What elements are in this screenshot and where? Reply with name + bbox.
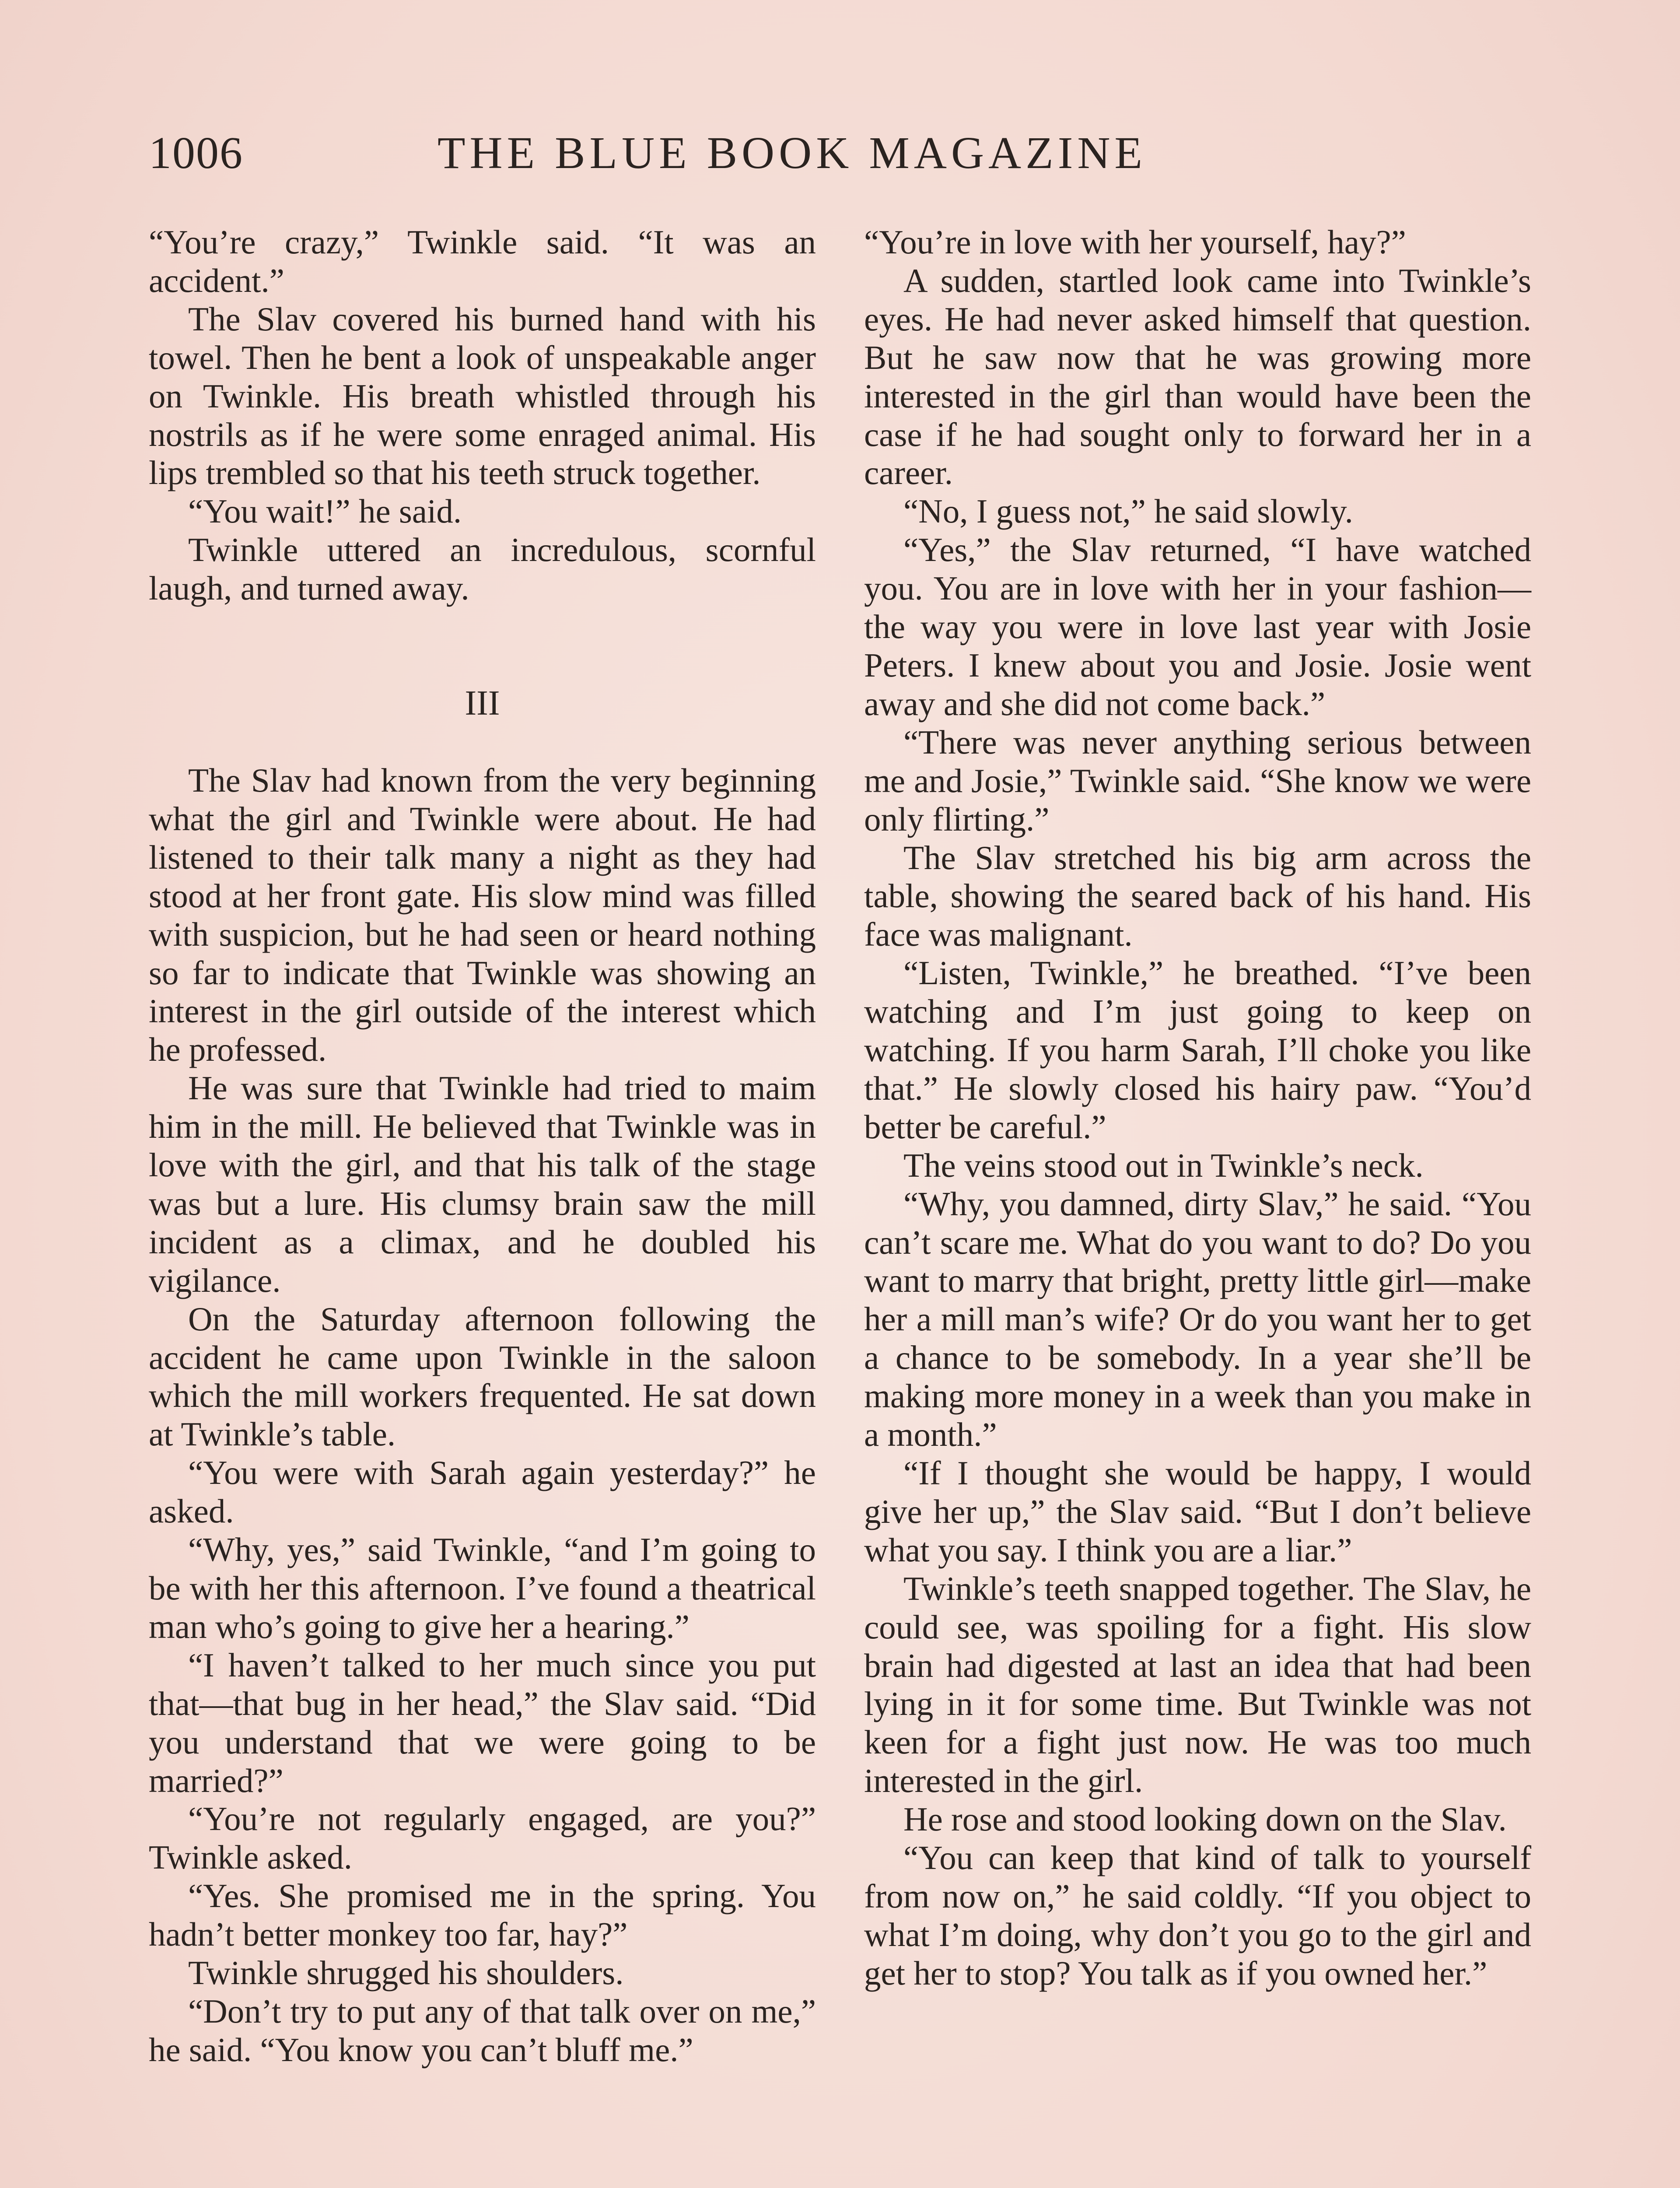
paragraph: “You’re not regularly engaged, are you?” Twinkle asked. [149, 1800, 816, 1876]
paragraph: “Yes,” the Slav returned, “I have watched you. You are in love with her in your fashion—the way you were in love last year with Josie Peters. I knew about you and Josie. Josie went away and she did not come back.” [864, 531, 1531, 722]
paragraph: “Why, you damned, dirty Slav,” he said. “You can’t scare me. What do you want to do? Do you want to marry that bright, pretty little girl—make her a mill man’s wife? Or do you want her to get a chance to be somebody. In a year she’ll be making more money in a week than you make in a month.” [864, 1185, 1531, 1454]
right-column [864, 223, 1531, 1993]
paragraph: On the Saturday afternoon following the accident he came upon Twinkle in the saloon which the mill workers frequented. He sat down at Twinkle’s table. [149, 1300, 816, 1453]
paragraph: The Slav stretched his big arm across the table, showing the seared back of his hand. His face was malignant. [864, 838, 1531, 954]
paragraph: He rose and stood looking down on the Slav. [903, 1800, 1507, 1838]
paragraph: “You can keep that kind of talk to yourself from now on,” he said coldly. “If you object to what I’m doing, why don’t you go to the girl and get her to stop? You talk as if you owned her.” [864, 1839, 1531, 1992]
section-spacer [149, 608, 816, 684]
paragraph: The Slav covered his burned hand with his towel. Then he bent a look of unspeakable anger on Twinkle. His breath whistled through his nostrils as if he were some enraged animal. His lips trembled so that his teeth struck together. [149, 300, 816, 492]
paragraph: “You’re in love with her yourself, hay?” [864, 223, 1406, 261]
paragraph: The Slav had known from the very beginning what the girl and Twinkle were about. He had listened to their talk many a night as they had stood at her front gate. His slow mind was filled with suspicion, but he had seen or heard nothing so far to indicate that Twinkle was showing an interest in the girl outside of the interest which he professed. [149, 761, 816, 1069]
paragraph: Twinkle uttered an incredulous, scornful laugh, and turned away. [149, 531, 816, 607]
paragraph: “Why, yes,” said Twinkle, “and I’m going to be with her this afternoon. I’ve found a theatrical man who’s going to give her a hearing.” [149, 1531, 816, 1645]
magazine-title: THE BLUE BOOK MAGAZINE [438, 128, 1147, 178]
paragraph: He was sure that Twinkle had tried to maim him in the mill. He believed that Twinkle was in love with the girl, and that his talk of the stage was but a lure. His clumsy brain saw the mill incident as a climax, and he doubled his vigilance. [149, 1069, 816, 1299]
paragraph: “I haven’t talked to her much since you put that—that bug in her head,” the Slav said. “Did you understand that we were going to be married?” [149, 1646, 816, 1799]
paragraph: “Listen, Twinkle,” he breathed. “I’ve been watching and I’m just going to keep on watching. If you harm Sarah, I’ll choke you like that.” He slowly closed his hairy paw. “You’d better be careful.” [864, 954, 1531, 1146]
paragraph: “Yes. She promised me in the spring. You hadn’t better monkey too far, hay?” [149, 1877, 816, 1953]
paragraph: Twinkle’s teeth snapped together. The Slav, he could see, was spoiling for a fight. His slow brain had digested at last an idea that had been lying in it for some time. But Twinkle was not keen for a fight just now. He was too much interested in the girl. [864, 1569, 1531, 1800]
paragraph: “You were with Sarah again yesterday?” he asked. [149, 1454, 816, 1530]
paragraph: The veins stood out in Twinkle’s neck. [903, 1146, 1424, 1184]
section-heading: III [465, 684, 500, 723]
page-number: 1006 [149, 128, 243, 178]
paragraph: “You’re crazy,” Twinkle said. “It was an accident.” [149, 223, 816, 299]
left-column [149, 223, 816, 2069]
section-spacer [149, 723, 816, 761]
paragraph: “Don’t try to put any of that talk over on me,” he said. “You know you can’t bluff me.” [149, 1992, 816, 2069]
paragraph: Twinkle shrugged his shoulders. [188, 1954, 624, 1992]
paragraph: “You wait!” he said. [188, 492, 462, 530]
paragraph: “There was never anything serious between me and Josie,” Twinkle said. “She know we were only flirting.” [864, 723, 1531, 838]
paragraph: A sudden, startled look came into Twinkle’s eyes. He had never asked himself that question. But he saw now that he was growing more interested in the girl than would have been the case if he had sought only to forward her in a career. [864, 261, 1531, 492]
paragraph: “No, I guess not,” he said slowly. [903, 492, 1353, 530]
paragraph: “If I thought she would be happy, I would give her up,” the Slav said. “But I don’t believe what you say. I think you are a liar.” [864, 1454, 1531, 1569]
page-header [149, 127, 1540, 197]
